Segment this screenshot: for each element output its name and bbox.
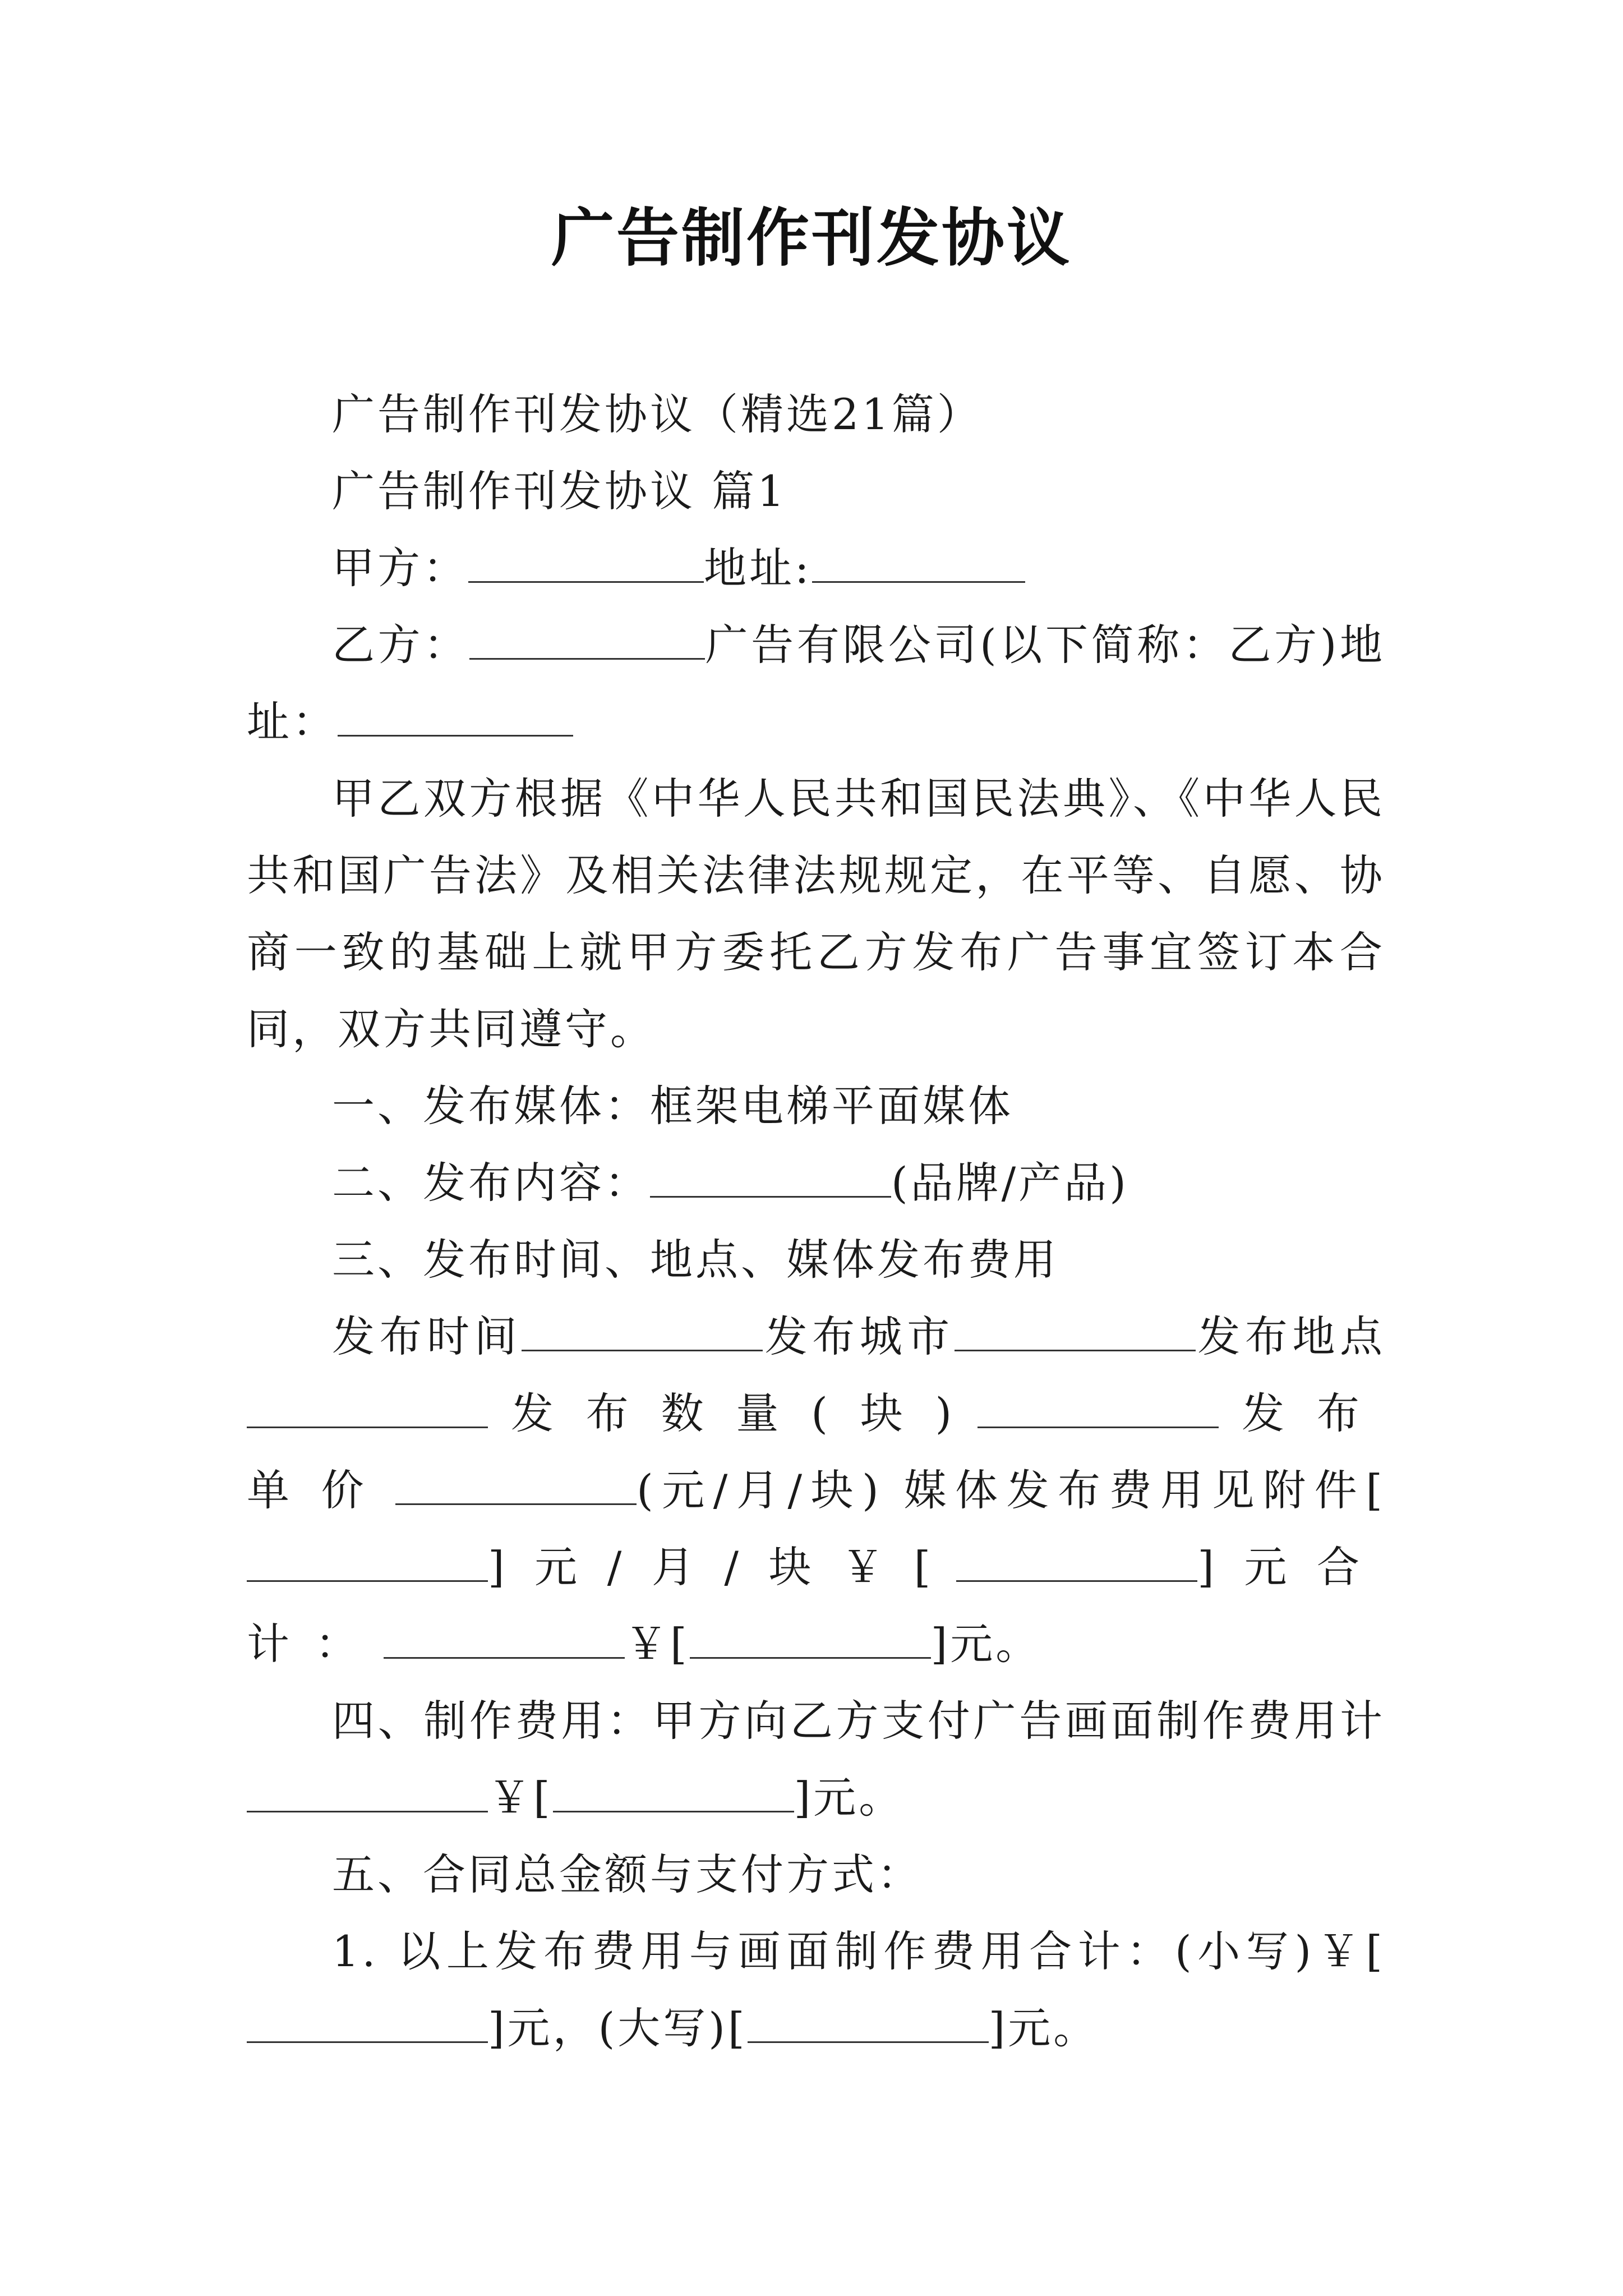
document-body [247,376,1385,2067]
item-5-1-small-blank [247,2005,488,2043]
item-4 [247,1682,1385,1836]
total-blank [384,1621,625,1659]
party-b-blank [469,622,705,660]
item-3-unit: (元/月/块) 媒体发布费用见附件[ [637,1465,1385,1515]
item-3-total-yuan: ￥[ [625,1619,690,1669]
item-5: 五、合同总金额与支付方式： [332,1849,923,1899]
intro-paragraph: 甲乙双方根据《中华人民共和国民法典》、《中华人民共和国广告法》及相关法律法规规定，在平等、自愿、协商一致的基础上就甲方委托乙方发布广告事宜签订本合同，双方共同遵守。 [247,774,1385,1054]
item-4-end: ]元。 [794,1773,905,1823]
item-4-yuan: ￥[ [488,1773,553,1823]
party-b-line [247,606,1385,760]
item-3-quantity: 发布数量(块) [510,1388,978,1438]
item-3-total: ]元合计： [247,1542,1386,1669]
item-3-end: ]元。 [930,1619,1041,1669]
item-2 [247,1144,1385,1221]
party-a-line [247,530,1385,606]
unit-price-blank [395,1467,637,1505]
address-b-blank [338,699,573,737]
item-5-1-big-blank [748,2005,989,2043]
party-a-label: 甲方： [332,543,468,593]
item-5-1 [247,1913,1385,2067]
item-2-blank [650,1160,891,1198]
item-3-time: 发布时间 [332,1312,522,1361]
item-4-blank [247,1775,488,1812]
item-3-unit-price: 发布单价 [247,1388,1385,1515]
city-blank [955,1314,1196,1351]
item-4-amount-blank [553,1775,794,1812]
place-blank [247,1391,488,1428]
item-2-label: 二、发布内容： [332,1158,650,1208]
item-5-1-end: ]元。 [988,2003,1099,2053]
unit-yuan-blank [956,1544,1197,1582]
party-b-label: 乙方： [332,620,469,670]
item-3-city: 发布城市 [763,1312,955,1361]
item-3-place: 发布地点 [1195,1312,1386,1361]
party-b-company: 广告有限公司(以下简称：乙方)地址： [247,620,1386,747]
party-a-blank [468,545,704,583]
address-label-a: 地址: [704,543,812,593]
address-a-blank [812,545,1025,583]
attachment-blank [247,1544,488,1582]
total-yuan-blank [690,1621,931,1659]
item-3: 三、发布时间、地点、媒体发布费用 [332,1235,1059,1285]
item-5-1-text: 1. 以上发布费用与画面制作费用合计：(小写)￥[ [332,1926,1385,1976]
chapter-heading: 广告制作刊发协议 篇1 [332,466,787,516]
item-1: 一、发布媒体：框架电梯平面媒体 [332,1081,1013,1131]
item-4-text: 四、制作费用：甲方向乙方支付广告画面制作费用计 [332,1696,1385,1746]
item-2-suffix: (品牌/产品) [891,1158,1129,1208]
quantity-blank [978,1391,1219,1428]
subtitle: 广告制作刊发协议（精选21篇） [332,389,983,439]
item-5-1-mid: ]元，(大写)[ [488,2003,748,2053]
item-3-detail [247,1298,1385,1682]
time-blank [522,1314,763,1351]
document-title: 广告制作刊发协议 [551,201,1072,275]
item-3-unit2: ]元/月/块￥[ [488,1542,957,1592]
